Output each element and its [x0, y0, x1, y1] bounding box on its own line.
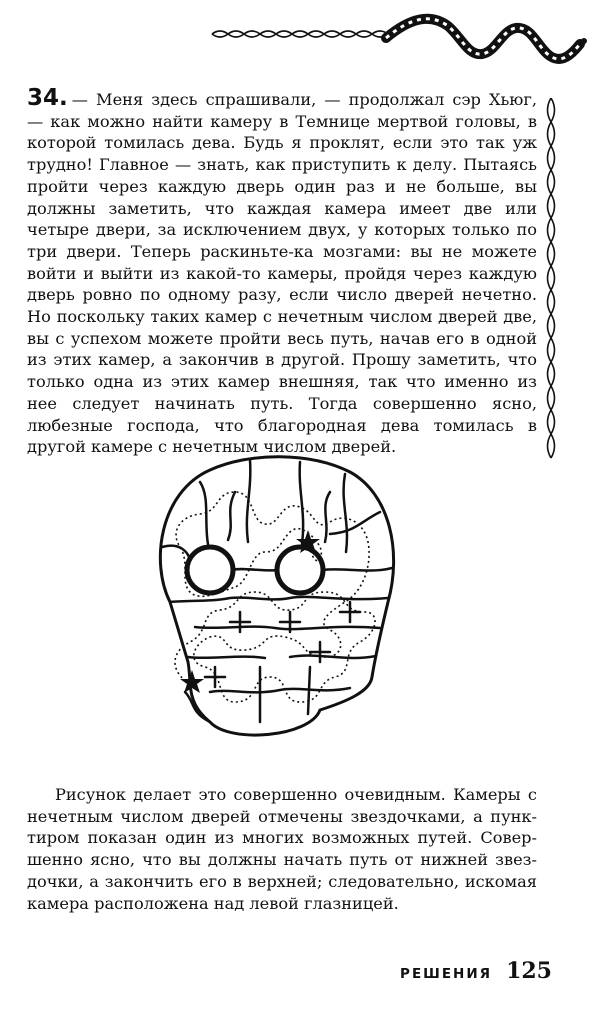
caption-paragraph: Рисунок делает это совершенно очевидным. Камеры с нечетным числом дверей отмечены звездочками, а пунктиром показан один из многих возможных путей. Совершенно ясно, что вы должны начать путь от нижней звездочки, а закончить его в верхней; следовательно, искомая камера расположена над левой глазницей.	[27, 785, 537, 913]
left-eye-socket	[187, 547, 233, 593]
problem-paragraph	[27, 85, 537, 458]
braid-rule	[212, 31, 388, 37]
right-eye-socket	[277, 547, 323, 593]
page-footer	[400, 958, 552, 984]
problem-text: — Меня здесь спрашивали, — продолжал сэр Хьюг, — как можно найти камеру в Темнице мертвой головы, в которой томилась дева. Будь я проклят, если это так уж трудно! Главное — знать, как приступить к делу. Пытаясь пройти через каждую дверь один раз и не больше, вы должны заметить, что каждая камера имеет две или четыре двери, за исключением двух, у которых только по три двери. Теперь раскиньте-ка мозгами: вы не можете войти и выйти из какой-то камеры, пройдя через каждую дверь ровно по одному разу, если число дверей нечетно. Но поскольку таких камер с нечетным числом дверей две, вы с успехом можете пройти весь путь, начав его в одной из этих камер, а закончив в другой. Прошу заметить, что только одна из этих камер внешняя, так что именно из нее следует начинать путь. Тогда совершенно ясно, любезные господа, что благородная дева томилась в другой камере с нечетным числом дверей.	[27, 90, 537, 457]
section-name: РЕШЕНИЯ	[400, 966, 493, 982]
skull-maze-figure	[140, 452, 410, 752]
side-braid-ornament	[540, 98, 562, 463]
page-number: 125	[506, 958, 552, 984]
ribbon-ornament	[210, 8, 595, 78]
ribbon-scroll	[386, 19, 580, 59]
problem-number: 34.	[27, 85, 68, 111]
